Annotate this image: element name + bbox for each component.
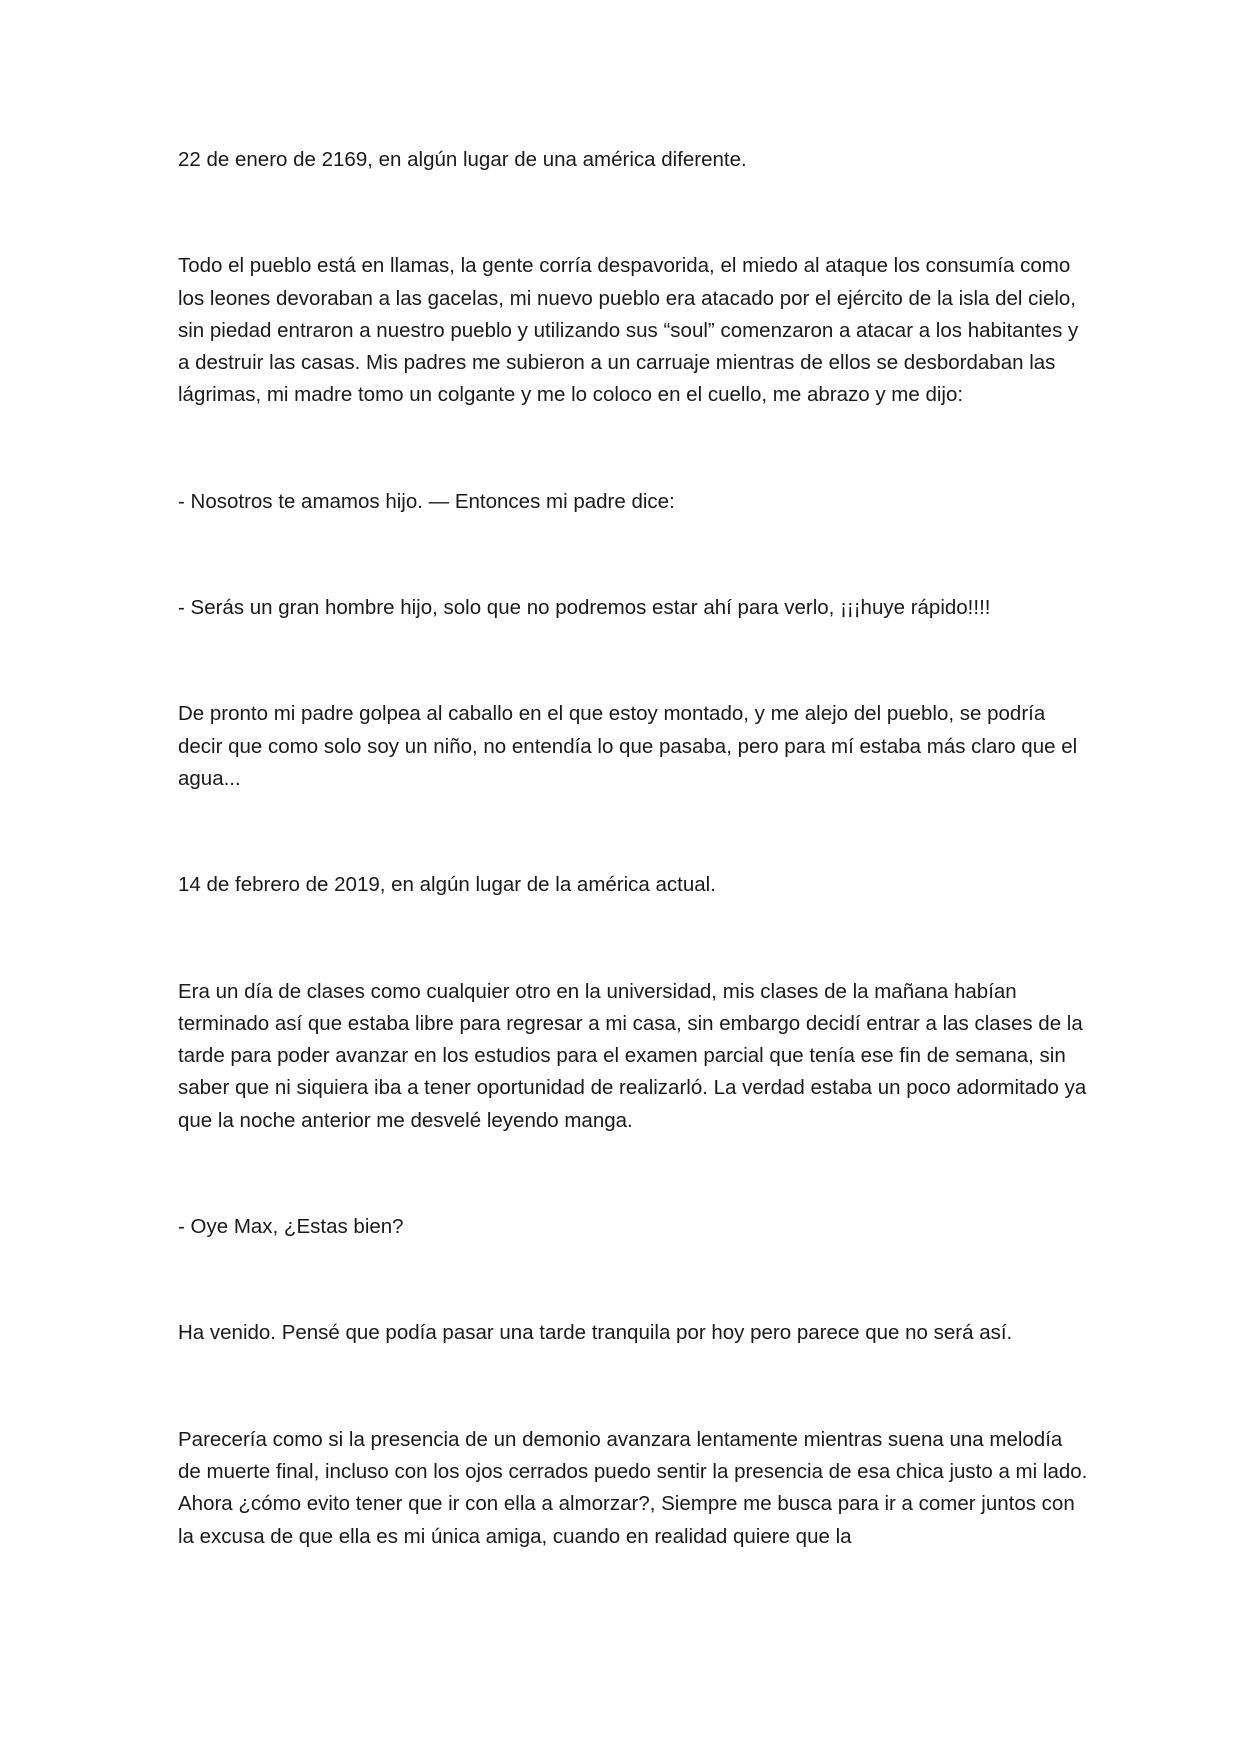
- paragraph: Era un día de clases como cualquier otro en la universidad, mis clases de la mañana habían terminado así que estaba libre para regresar a mi casa, sin embargo decidí entrar a las clases de la tarde para poder avanzar en los estudios para el examen parcial que tenía ese fin de semana, sin saber que ni siquiera iba a tener oportunidad de realizarló. La verdad estaba un poco adormitado ya que la noche anterior me desvelé leyendo manga.: [178, 979, 1087, 1132]
- dialogue-line: - Oye Max, ¿Estas bien?: [178, 1215, 404, 1239]
- dialogue-line: - Nosotros te amamos hijo. — Entonces mi padre dice:: [178, 489, 675, 513]
- document-body: [178, 144, 1088, 1553]
- dialogue-line: - Serás un gran hombre hijo, solo que no podremos estar ahí para verlo, ¡¡¡huye rápido!!!!: [178, 596, 991, 620]
- date-heading: 14 de febrero de 2019, en algún lugar de la américa actual.: [178, 873, 716, 897]
- paragraph: Todo el pueblo está en llamas, la gente corría despavorida, el miedo al ataque los consumía como los leones devoraban a las gacelas, mi nuevo pueblo era atacado por el ejército de la isla del cielo, sin piedad entraron a nuestro pueblo y utilizando sus “soul” comenzaron a atacar a los habitantes y a destruir las casas. Mis padres me subieron a un carruaje mientras de ellos se desbordaban las lágrimas, mi madre tomo un colgante y me lo coloco en el cuello, me abrazo y me dijo:: [178, 254, 1079, 407]
- paragraph: De pronto mi padre golpea al caballo en el que estoy montado, y me alejo del pueblo, se podría decir que como solo soy un niño, no entendía lo que pasaba, pero para mí estaba más claro que el agua...: [178, 702, 1078, 790]
- paragraph: Ha venido. Pensé que podía pasar una tarde tranquila por hoy pero parece que no será así.: [178, 1321, 1013, 1345]
- date-heading: 22 de enero de 2169, en algún lugar de una américa diferente.: [178, 148, 747, 171]
- paragraph: Parecería como si la presencia de un demonio avanzara lentamente mientras suena una melodía de muerte final, incluso con los ojos cerrados puedo sentir la presencia de esa chica justo a mi lado. Ahora ¿cómo evito tener que ir con ella a almorzar?, Siempre me busca para ir a comer juntos con la excusa de que ella es mi única amiga, cuando en realidad quiere que la: [178, 1427, 1088, 1548]
